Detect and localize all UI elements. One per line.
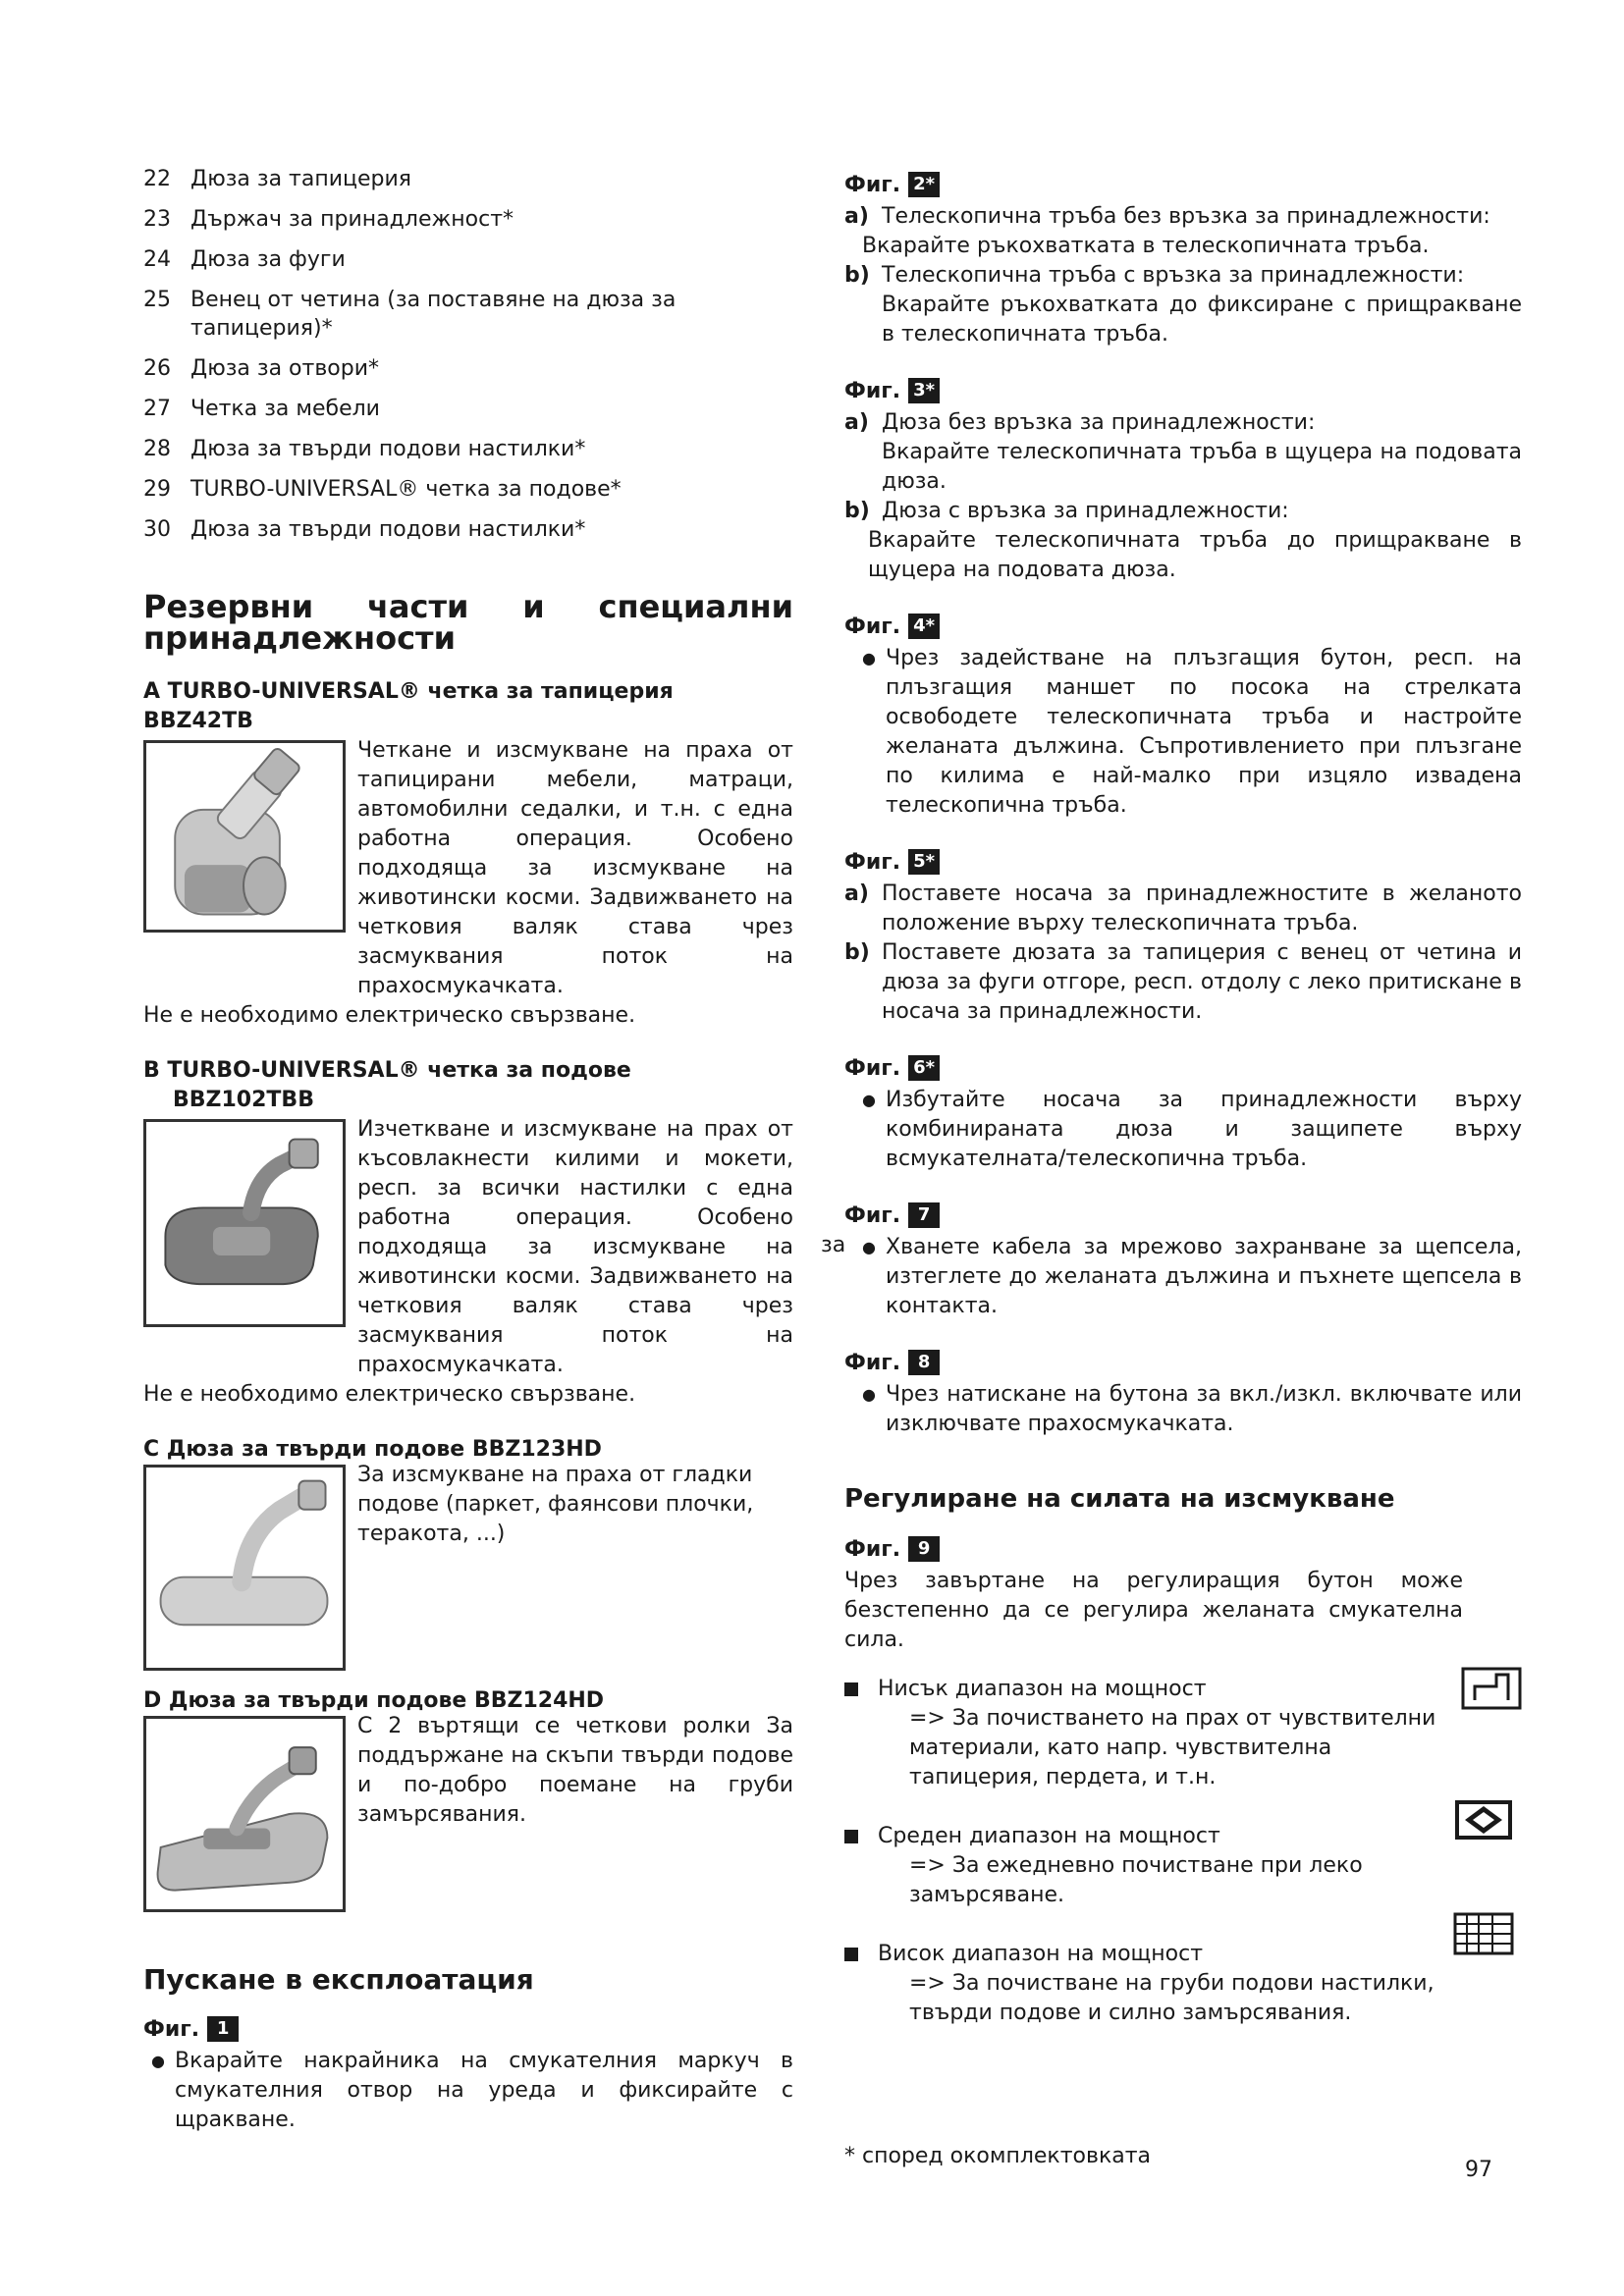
power-level-label: Висок диапазон на мощност bbox=[878, 1942, 1204, 1966]
part-label: TURBO-UNIVERSAL® четка за подове* bbox=[190, 477, 622, 502]
list-item bbox=[143, 286, 793, 343]
hard-floor-nozzle-rollers-image bbox=[143, 1716, 346, 1912]
part-label: Държач за принадлежност* bbox=[190, 207, 514, 232]
bullet-icon: ● bbox=[862, 649, 876, 667]
fig-7-step bbox=[844, 1233, 1522, 1321]
fig-7-heading bbox=[844, 1200, 1522, 1231]
fig-label: Фиг. bbox=[844, 614, 901, 639]
fig-3-step-a-instruction: Вкарайте телескопичната тръба в щуцера на подовата дюза. bbox=[882, 440, 1522, 494]
step-text: Чрез натискане на бутона за вкл./изкл. включвате или изключвате прахосмукачката. bbox=[886, 1382, 1522, 1436]
accessory-d bbox=[143, 1712, 793, 1912]
title-line-2: принадлежности bbox=[143, 619, 456, 657]
step-text: Поставете дюзата за тапицерия с венец от четина и дюза за фуги отгоре, респ. отдолу с леко притискане в носача за принадлежности. bbox=[882, 940, 1522, 1024]
fig-number-badge: 4* bbox=[908, 614, 940, 639]
step-label: a) bbox=[844, 410, 869, 435]
startup-title: Пускане в експлоатация bbox=[143, 1963, 534, 1996]
part-number: 23 bbox=[143, 207, 171, 232]
fig-2-heading bbox=[844, 169, 1522, 200]
fig-2-step-b-instruction: Вкарайте ръкохватката до фиксиране с прищракване в телескопичната тръба. bbox=[882, 293, 1522, 347]
fig-label: Фиг. bbox=[844, 1055, 901, 1081]
fig-label: Фиг. bbox=[143, 2016, 200, 2042]
fig-1-heading bbox=[143, 2013, 793, 2045]
power-level-label: Среден диапазон на мощност bbox=[878, 1824, 1220, 1848]
power-level-low bbox=[844, 1675, 1522, 1792]
fig-3-step-a bbox=[844, 408, 1522, 438]
part-number: 30 bbox=[143, 517, 171, 542]
fig-3-step-b-instruction: Вкарайте телескопичната тръба до прищракване в щуцера на подовата дюза. bbox=[868, 528, 1522, 582]
fig-5-step-a bbox=[844, 880, 1522, 938]
fig-label: Фиг. bbox=[844, 1536, 901, 1562]
upholstery-turbo-brush-image bbox=[143, 740, 346, 933]
fig-number-badge: 1 bbox=[207, 2016, 239, 2042]
step-label: b) bbox=[844, 263, 870, 288]
heading-text: A TURBO-UNIVERSAL® четка за тапицерия bbox=[143, 679, 674, 704]
title-word: и bbox=[522, 588, 545, 625]
part-label: Четка за мебели bbox=[190, 397, 380, 421]
fig-label: Фиг. bbox=[844, 378, 901, 403]
accessory-a bbox=[143, 736, 793, 1001]
bullet-icon: ● bbox=[862, 1091, 876, 1109]
bullet-icon: ● bbox=[862, 1238, 876, 1256]
title-word: части bbox=[366, 588, 469, 625]
power-level-label: Нисък диапазон на мощност bbox=[878, 1677, 1207, 1701]
part-number: 24 bbox=[143, 247, 171, 272]
step-text: Хванете кабела за мрежово захранване за щепсела, изтеглете до желаната дължина и пъхнете щепсела в контакта. bbox=[886, 1235, 1522, 1318]
part-label: Дюза за твърди подови настилки* bbox=[190, 517, 586, 542]
list-item bbox=[143, 165, 793, 193]
list-item bbox=[143, 475, 793, 504]
suction-title: Регулиране на силата на изсмукване bbox=[844, 1484, 1395, 1514]
step-text: Дюза без връзка за принадлежности: bbox=[882, 410, 1316, 435]
bullet-icon: ● bbox=[151, 2052, 165, 2070]
fig-label: Фиг. bbox=[844, 1350, 901, 1375]
list-item bbox=[143, 395, 793, 423]
fig-4-step bbox=[844, 644, 1522, 821]
accessory-a-description: Четкане и изсмукване на прахa от тапицирани мебели, матраци, автомобилни седалки, и т.н. с една работна операция. Особено подходяща за изсмукване на животински косми. Задвижването на четковия валяк става чрез засмуквания поток на прахосмукачката. bbox=[357, 738, 793, 998]
fig-number-badge: 8 bbox=[908, 1350, 940, 1375]
curtain-icon bbox=[1461, 1667, 1522, 1710]
fig-2-step-b bbox=[844, 261, 1522, 291]
fig-2-step-a bbox=[844, 202, 1522, 232]
list-item bbox=[143, 245, 793, 274]
square-bullet-icon bbox=[844, 1830, 858, 1843]
part-number: 26 bbox=[143, 356, 171, 381]
fig-number-badge: 9 bbox=[908, 1536, 940, 1562]
power-level-medium bbox=[844, 1822, 1522, 1910]
title-word: специални bbox=[598, 588, 793, 625]
carpet-icon bbox=[1453, 1798, 1514, 1842]
fig-8-heading bbox=[844, 1347, 1522, 1378]
part-number: 29 bbox=[143, 477, 171, 502]
square-bullet-icon bbox=[844, 1682, 858, 1696]
fig-number-badge: 7 bbox=[908, 1202, 940, 1228]
fig-number-badge: 2* bbox=[908, 172, 940, 197]
step-text: Избутайте носача за принадлежности върху комбинираната дюза и защипете върху всмукателната/телескопична тръба. bbox=[886, 1088, 1522, 1171]
fig-4-heading bbox=[844, 611, 1522, 642]
hard-floor-nozzle-image bbox=[143, 1465, 346, 1671]
fig-label: Фиг. bbox=[844, 849, 901, 875]
step-text: Дюза с връзка за принадлежности: bbox=[882, 499, 1289, 523]
part-label: Дюза за фуги bbox=[190, 247, 346, 272]
accessory-b-description: Изчеткване и изсмукване на прах от късовлакнести килими и мокети, респ. за всички настилки с една работна операция. Особено подходяща за изсмукване на животински косми. Задвижването на четковия валяк става чрез засмуквания поток на прахосмукачката. bbox=[357, 1117, 793, 1377]
accessory-a-note: Не е необходимо електрическо свързване. bbox=[143, 1003, 636, 1028]
part-label: Дюза за отвори* bbox=[190, 356, 380, 381]
suction-text: Чрез завъртане на регулиращия бутон може безстепенно да се регулира желаната смукателна сила. bbox=[844, 1569, 1463, 1652]
step-label: a) bbox=[844, 204, 869, 229]
product-code: BBZ42TB bbox=[143, 709, 253, 733]
fig-3-step-b bbox=[844, 497, 1522, 526]
fig-5-heading bbox=[844, 846, 1522, 878]
power-level-high bbox=[844, 1940, 1522, 2028]
product-code: BBZ102TBB bbox=[173, 1088, 314, 1112]
fig-5-step-b bbox=[844, 938, 1522, 1027]
hard-floor-icon bbox=[1453, 1912, 1514, 1955]
step-label: b) bbox=[844, 940, 870, 965]
accessory-c-description: За изсмукване на праха от гладки подове (паркет, фаянсови плочки, теракота, ...) bbox=[357, 1463, 754, 1546]
list-item bbox=[143, 354, 793, 383]
accessory-b-note: Не е необходимо електрическо свързване. bbox=[143, 1382, 636, 1407]
part-label: Дюза за твърди подови настилки* bbox=[190, 437, 586, 461]
startup-step bbox=[143, 2047, 793, 2135]
part-number: 27 bbox=[143, 397, 171, 421]
floor-turbo-brush-image bbox=[143, 1119, 346, 1327]
accessory-d-description: С 2 въртящи се четкови ролки За поддържане на скъпи твърди подове и по-добро поемане на груби замърсявания. bbox=[357, 1714, 793, 1827]
right-column bbox=[844, 169, 1522, 2028]
parts-list bbox=[143, 165, 793, 544]
fig-number-badge: 3* bbox=[908, 378, 940, 403]
square-bullet-icon bbox=[844, 1948, 858, 1961]
fig-label: Фиг. bbox=[844, 1202, 901, 1228]
accessory-c-heading: C Дюза за твърди подове BBZ123HD bbox=[143, 1437, 602, 1462]
fig-6-heading bbox=[844, 1052, 1522, 1084]
step-label: a) bbox=[844, 881, 869, 906]
heading-text: B TURBO-UNIVERSAL® четка за подове bbox=[143, 1058, 631, 1083]
fig-3-heading bbox=[844, 375, 1522, 406]
power-level-description: => За почистването на прах от чувствителни материали, като напр. чувствителна тапицерия, пердета, и т.н. bbox=[909, 1706, 1436, 1789]
part-number: 22 bbox=[143, 167, 171, 191]
startup-text: Вкарайте накрайника на смукателния маркуч в смукателния отвор на уреда и фиксирайте с щракване. bbox=[175, 2049, 793, 2132]
accessory-d-heading: D Дюза за твърди подове BBZ124HD bbox=[143, 1688, 605, 1713]
stray-text: за bbox=[821, 1233, 846, 1257]
fig-number-badge: 6* bbox=[908, 1055, 940, 1081]
accessory-b-heading bbox=[143, 1056, 793, 1115]
step-text: Телескопична тръба с връзка за принадлежности: bbox=[882, 263, 1465, 288]
power-level-description: => За почистване на груби подови настилки, твърди подове и силно замърсявания. bbox=[909, 1971, 1435, 2025]
part-label: Венец от четина (за поставяне на дюза за тапицерия)* bbox=[190, 288, 677, 341]
title-word: Резервни bbox=[143, 588, 314, 625]
accessory-a-heading bbox=[143, 677, 793, 736]
page-number: 97 bbox=[1465, 2158, 1492, 2182]
part-number: 25 bbox=[143, 288, 171, 312]
step-text: Телескопична тръба без връзка за принадлежности: bbox=[882, 204, 1490, 229]
accessory-b bbox=[143, 1115, 793, 1380]
spare-parts-title bbox=[143, 588, 793, 657]
power-level-description: => За ежедневно почистване при леко замърсяване. bbox=[909, 1853, 1363, 1907]
accessory-c bbox=[143, 1461, 793, 1671]
step-text: Чрез задействане на плъзгащия бутон, респ. на плъзгащия маншет по посока на стрелката освободете телескопичната тръба и настройте желаната дължина. Съпротивлението при плъзгане по килима е най-малко при изцяло извадена телескопична тръба. bbox=[886, 646, 1522, 818]
list-item bbox=[143, 205, 793, 234]
fig-9-heading bbox=[844, 1533, 1522, 1565]
step-label: b) bbox=[844, 499, 870, 523]
fig-number-badge: 5* bbox=[908, 849, 940, 875]
fig-8-step bbox=[844, 1380, 1522, 1439]
list-item bbox=[143, 435, 793, 463]
bullet-icon: ● bbox=[862, 1385, 876, 1404]
left-column bbox=[143, 165, 793, 2135]
part-number: 28 bbox=[143, 437, 171, 461]
fig-label: Фиг. bbox=[844, 172, 901, 197]
fig-6-step bbox=[844, 1086, 1522, 1174]
part-label: Дюза за тапицерия bbox=[190, 167, 412, 191]
step-text: Поставете носача за принадлежностите в желаното положение върху телескопичната тръба. bbox=[882, 881, 1522, 935]
footnote: * според окомплектовката bbox=[844, 2144, 1152, 2168]
list-item bbox=[143, 515, 793, 544]
fig-2-step-a-instruction: Вкарайте ръкохватката в телескопичната тръба. bbox=[862, 234, 1430, 258]
